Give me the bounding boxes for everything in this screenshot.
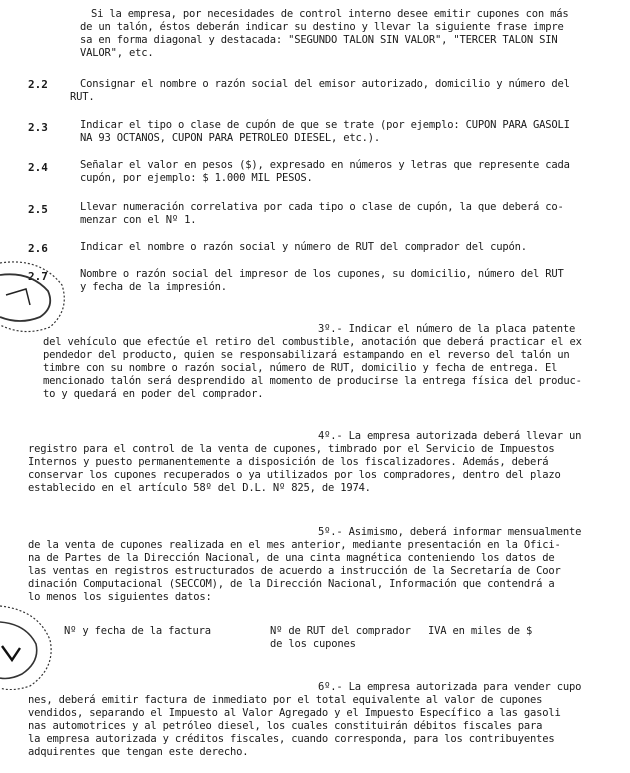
item-line: cupón, por ejemplo: $ 1.000 MIL PESOS. — [80, 172, 313, 184]
item-number: 2.4 — [28, 161, 48, 174]
item-line: Indicar el tipo o clase de cupón de que se trate (por ejemplo: CUPON PARA GASOLI — [80, 119, 570, 131]
intro-line: sa en forma diagonal y destacada: "SEGUNDO TALON SIN VALOR", "TERCER TALON SIN — [80, 34, 558, 46]
paragraph-4-line: 4º.- La empresa autorizada deberá llevar un — [318, 430, 582, 442]
item-line: NA 93 OCTANOS, CUPON PARA PETROLEO DIESEL, etc.). — [80, 132, 380, 144]
item-number: 2.3 — [28, 121, 48, 134]
paragraph-5-line: de la venta de cupones realizada en el mes anterior, mediante presentación en la Ofici- — [28, 539, 561, 551]
paragraph-3-line: timbre con su nombre o razón social, número de RUT, domicilio y fecha de entrega. El — [43, 362, 558, 374]
paragraph-6-line: 6º.- La empresa autorizada para vender cupo — [318, 681, 582, 693]
paragraph-6-line: vendidos, separando el Impuesto al Valor Agregado y el Impuesto Específico a las gasoli — [28, 707, 561, 719]
seal-stamp-bottom — [0, 600, 60, 690]
paragraph-3-line: pendedor del producto, quien se responsabilizará estampando en el reverso del talón un — [43, 349, 570, 361]
data-field-iva: IVA en miles de $ — [428, 625, 533, 637]
paragraph-5-line: na de Partes de la Dirección Nacional, de una cinta magnética conteniendo los datos de — [28, 552, 555, 564]
item-number: 2.6 — [28, 242, 48, 255]
intro-line: VALOR", etc. — [80, 47, 154, 59]
paragraph-3-line: to y quedará en poder del comprador. — [43, 388, 264, 400]
item-line: RUT. — [70, 91, 95, 103]
paragraph-3-line: del vehículo que efectúe el retiro del combustible, anotación que deberá practicar el ex — [43, 336, 582, 348]
paragraph-5-line: dinación Computacional (SECCOM), de la Dirección Nacional, Información que contendrá a — [28, 578, 555, 590]
paragraph-3-line: 3º.- Indicar el número de la placa patente — [318, 323, 576, 335]
item-line: y fecha de la impresión. — [80, 281, 227, 293]
item-line: Señalar el valor en pesos ($), expresado en números y letras que represente cada — [80, 159, 570, 171]
item-line: Llevar numeración correlativa por cada tipo o clase de cupón, la que deberá co- — [80, 201, 564, 213]
paragraph-3-line: mencionado talón será desprendido al momento de producirse la entrega física del produc- — [43, 375, 582, 387]
paragraph-5-line: 5º.- Asimismo, deberá informar mensualmente — [318, 526, 582, 538]
item-number: 2.5 — [28, 203, 48, 216]
paragraph-6-line: adquirentes que tengan este derecho. — [28, 746, 249, 758]
intro-line: Si la empresa, por necesidades de control interno desee emitir cupones con más — [91, 8, 569, 20]
data-field-rut-2: de los cupones — [270, 638, 356, 650]
intro-line: de un talón, éstos deberán indicar su destino y llevar la siguiente frase impre — [80, 21, 564, 33]
paragraph-4-line: Internos y puesto permanentemente a disposición de los fiscalizadores. Además, deberá — [28, 456, 549, 468]
paragraph-6-line: la empresa autorizada y créditos fiscales, cuando corresponda, para los contribuyentes — [28, 733, 555, 745]
item-number: 2.7 — [28, 270, 48, 283]
paragraph-6-line: nas automotrices y al petróleo diesel, los cuales constituirán débitos fiscales para — [28, 720, 543, 732]
item-line: Consignar el nombre o razón social del emisor autorizado, domicilio y número del — [80, 78, 570, 90]
paragraph-6-line: nes, deberá emitir factura de inmediato por el total equivalente al valor de cupones — [28, 694, 543, 706]
data-field-rut: Nº de RUT del comprador — [270, 625, 411, 637]
item-line: Nombre o razón social del impresor de los cupones, su domicilio, número del RUT — [80, 268, 564, 280]
item-line: Indicar el nombre o razón social y número de RUT del comprador del cupón. — [80, 241, 527, 253]
data-field-invoice: Nº y fecha de la factura — [64, 625, 211, 637]
paragraph-4-line: registro para el control de la venta de cupones, timbrado por el Servicio de Impuestos — [28, 443, 555, 455]
paragraph-4-line: establecido en el artículo 58º del D.L. Nº 825, de 1974. — [28, 482, 371, 494]
paragraph-5-line: las ventas en registros estructurados de acuerdo a instrucción de la Secretaría de Coor — [28, 565, 561, 577]
item-number: 2.2 — [28, 78, 48, 91]
paragraph-4-line: conservar los cupones recuperados o ya utilizados por los compradores, dentro del plazo — [28, 469, 561, 481]
item-line: menzar con el Nº 1. — [80, 214, 197, 226]
paragraph-5-line: lo menos los siguientes datos: — [28, 591, 212, 603]
seal-stamp-top — [0, 255, 70, 335]
